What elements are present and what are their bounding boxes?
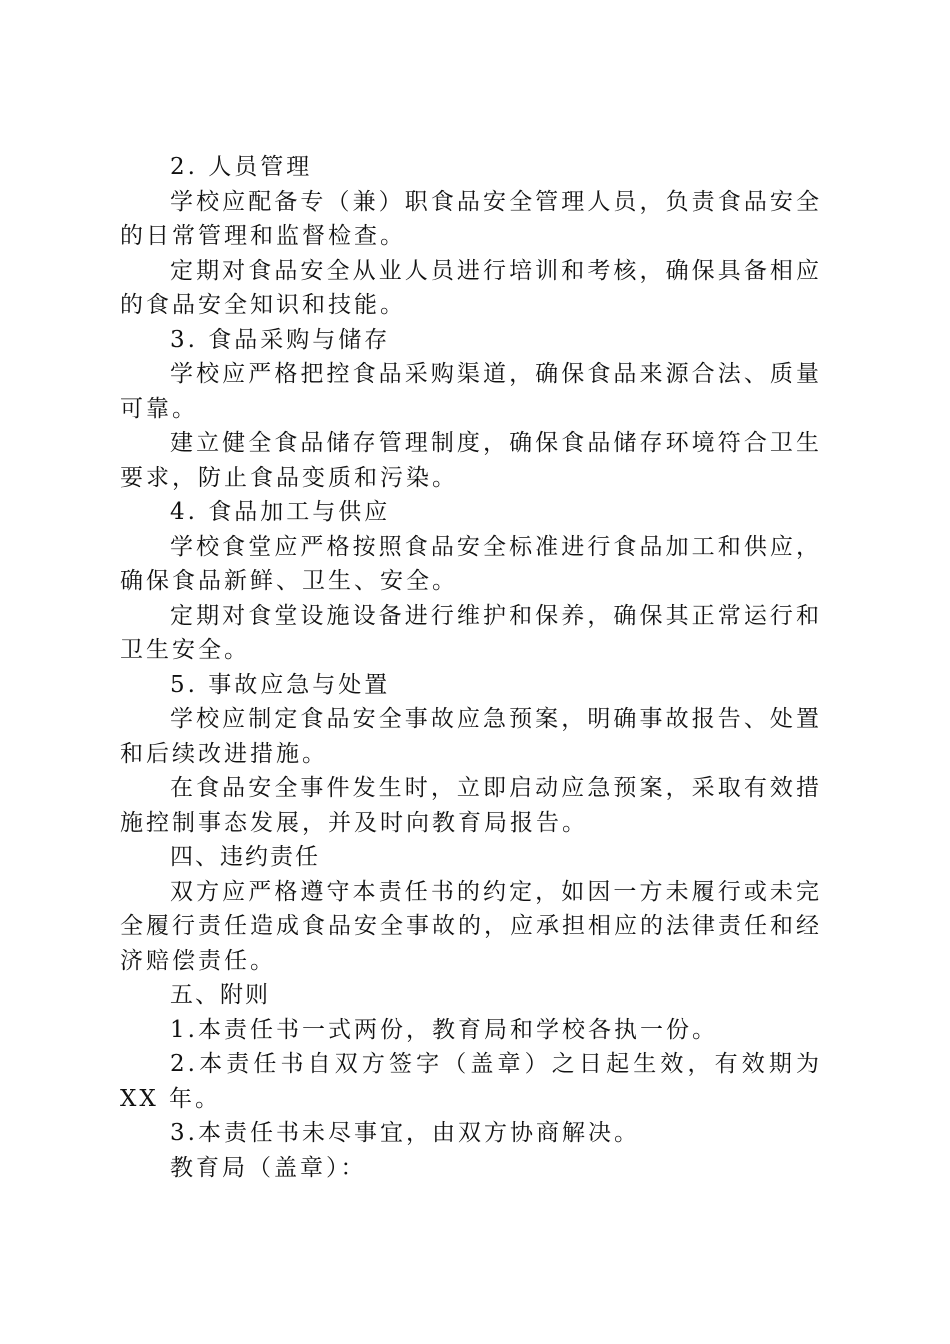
paragraph: 1.本责任书一式两份，教育局和学校各执一份。 — [170, 1016, 718, 1043]
paragraph: 双方应严格遵守本责任书的约定，如因一方未履行或未完全履行责任造成食品安全事故的，应承担相应的法律责任和经济赔偿责任。 — [120, 878, 822, 974]
paragraph: 建立健全食品储存管理制度，确保食品储存环境符合卫生要求，防止食品变质和污染。 — [120, 430, 822, 491]
paragraph: 在食品安全事件发生时，立即启动应急预案，采取有效措施控制事态发展，并及时向教育局报告。 — [120, 775, 822, 836]
paragraph: 2.本责任书自双方签字（盖章）之日起生效，有效期为 XX 年。 — [120, 1051, 822, 1112]
heading-supplementary-provisions: 五、附则 — [170, 982, 270, 1008]
paragraph: 定期对食品安全从业人员进行培训和考核，确保具备相应的食品安全知识和技能。 — [120, 257, 822, 318]
document-body — [120, 150, 822, 1185]
paragraph: 3.本责任书未尽事宜，由双方协商解决。 — [170, 1120, 640, 1146]
paragraph: 学校应制定食品安全事故应急预案，明确事故报告、处置和后续改进措施。 — [120, 706, 822, 767]
paragraph: 学校应严格把控食品采购渠道，确保食品来源合法、质量可靠。 — [120, 361, 822, 422]
heading-breach-liability: 四、违约责任 — [170, 844, 320, 870]
subheading-accident-emergency: 5. 事故应急与处置 — [170, 671, 391, 698]
paragraph: 学校食堂应严格按照食品安全标准进行食品加工和供应，确保食品新鲜、卫生、安全。 — [120, 533, 822, 594]
paragraph: 定期对食堂设施设备进行维护和保养，确保其正常运行和卫生安全。 — [120, 602, 822, 663]
subheading-personnel-management: 2. 人员管理 — [170, 154, 313, 180]
paragraph: 学校应配备专（兼）职食品安全管理人员，负责食品安全的日常管理和监督检查。 — [120, 188, 822, 249]
signature-line-education-bureau: 教育局（盖章）： — [170, 1154, 367, 1181]
subheading-food-procurement-storage: 3. 食品采购与储存 — [170, 326, 391, 353]
subheading-food-processing-supply: 4. 食品加工与供应 — [170, 499, 391, 525]
